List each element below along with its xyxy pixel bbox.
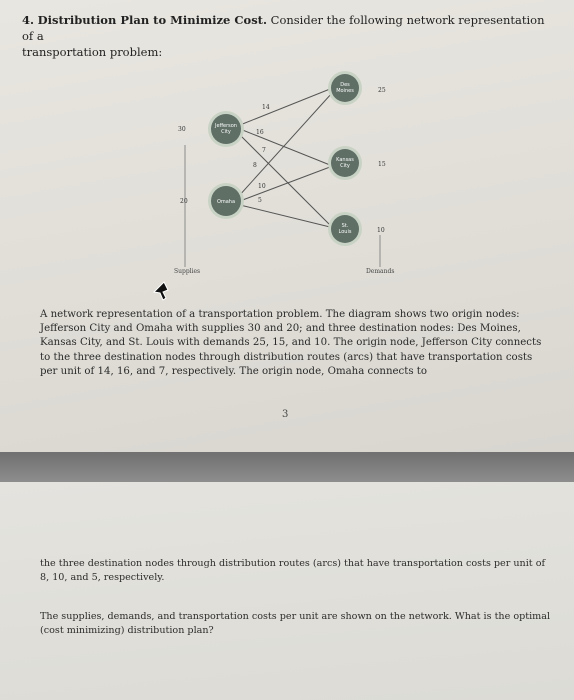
node-desmoines-label-1: Des <box>340 82 350 88</box>
demand-stlouis: 10 <box>377 227 385 234</box>
node-jefferson-label-1: Jefferson <box>215 123 237 129</box>
problem-intro-cont: transportation problem: <box>22 45 163 59</box>
supplies-label: Supplies <box>174 268 201 275</box>
cost-omaha-desmoines: 8 <box>253 162 257 169</box>
mouse-pointer-icon <box>150 280 172 302</box>
problem-intro: Consider the following network representation of a <box>22 13 545 43</box>
page-separator <box>0 452 574 482</box>
description-continuation: the three destination nodes through distribution routes (arcs) that have transportation costs per unit of 8, 10, and 5, respectively. <box>40 558 546 583</box>
arc-jefferson-desmoines <box>240 89 330 125</box>
cost-jefferson-kansascity: 16 <box>256 129 264 136</box>
node-desmoines-label-2: Moines <box>336 88 354 94</box>
node-st-louis <box>328 212 362 246</box>
node-stlouis-label-2: Louis <box>338 229 352 235</box>
node-kansascity-label-1: Kansas <box>336 157 354 163</box>
supply-jefferson: 30 <box>178 126 186 133</box>
cost-omaha-kansascity: 10 <box>258 183 266 190</box>
lower-page <box>0 482 574 700</box>
node-omaha <box>208 183 244 219</box>
question-text: The supplies, demands, and transportation costs per unit are shown on the network. What is the optimal (cost minimizing) distribution plan? <box>40 611 551 636</box>
node-jefferson-city <box>208 111 244 147</box>
arc-omaha-stlouis <box>240 205 330 227</box>
demand-desmoines: 25 <box>378 87 386 94</box>
node-kansas-city <box>328 146 362 180</box>
demands-label: Demands <box>366 268 395 275</box>
node-kansascity-label-2: City <box>340 163 350 169</box>
diagram-description: A network representation of a transportation problem. The diagram shows two origin nodes: Jefferson City and Omaha with supplies 30 and 20; and three destination nodes: Des Moines, Kansas City, and St. Louis with demands 25, 15, and 10. The origin node, Jefferson City connects to the three destination nodes through distribution routes (arcs) that have transportation costs per unit of 14, 16, and 7, respectively. The origin node, Omaha connects to <box>40 309 542 377</box>
problem-title <box>22 12 557 60</box>
problem-number: 4. <box>22 13 35 27</box>
cost-omaha-stlouis: 5 <box>258 197 262 204</box>
node-des-moines <box>328 71 362 105</box>
arc-jefferson-kansascity <box>240 129 330 165</box>
network-diagram <box>0 55 574 285</box>
cost-jefferson-desmoines: 14 <box>262 104 270 111</box>
page-number: 3 <box>282 409 289 420</box>
node-jefferson-label-2: City <box>221 129 231 135</box>
arc-omaha-kansascity <box>240 167 330 201</box>
arc-omaha-desmoines <box>238 93 332 197</box>
demand-kansascity: 15 <box>378 161 386 168</box>
problem-heading: Distribution Plan to Minimize Cost. <box>37 13 267 27</box>
node-omaha-label: Omaha <box>216 199 236 205</box>
supply-omaha: 20 <box>180 198 188 205</box>
cost-jefferson-stlouis: 7 <box>262 147 266 154</box>
node-stlouis-label-1: St. <box>341 223 349 229</box>
arcs <box>238 89 332 227</box>
